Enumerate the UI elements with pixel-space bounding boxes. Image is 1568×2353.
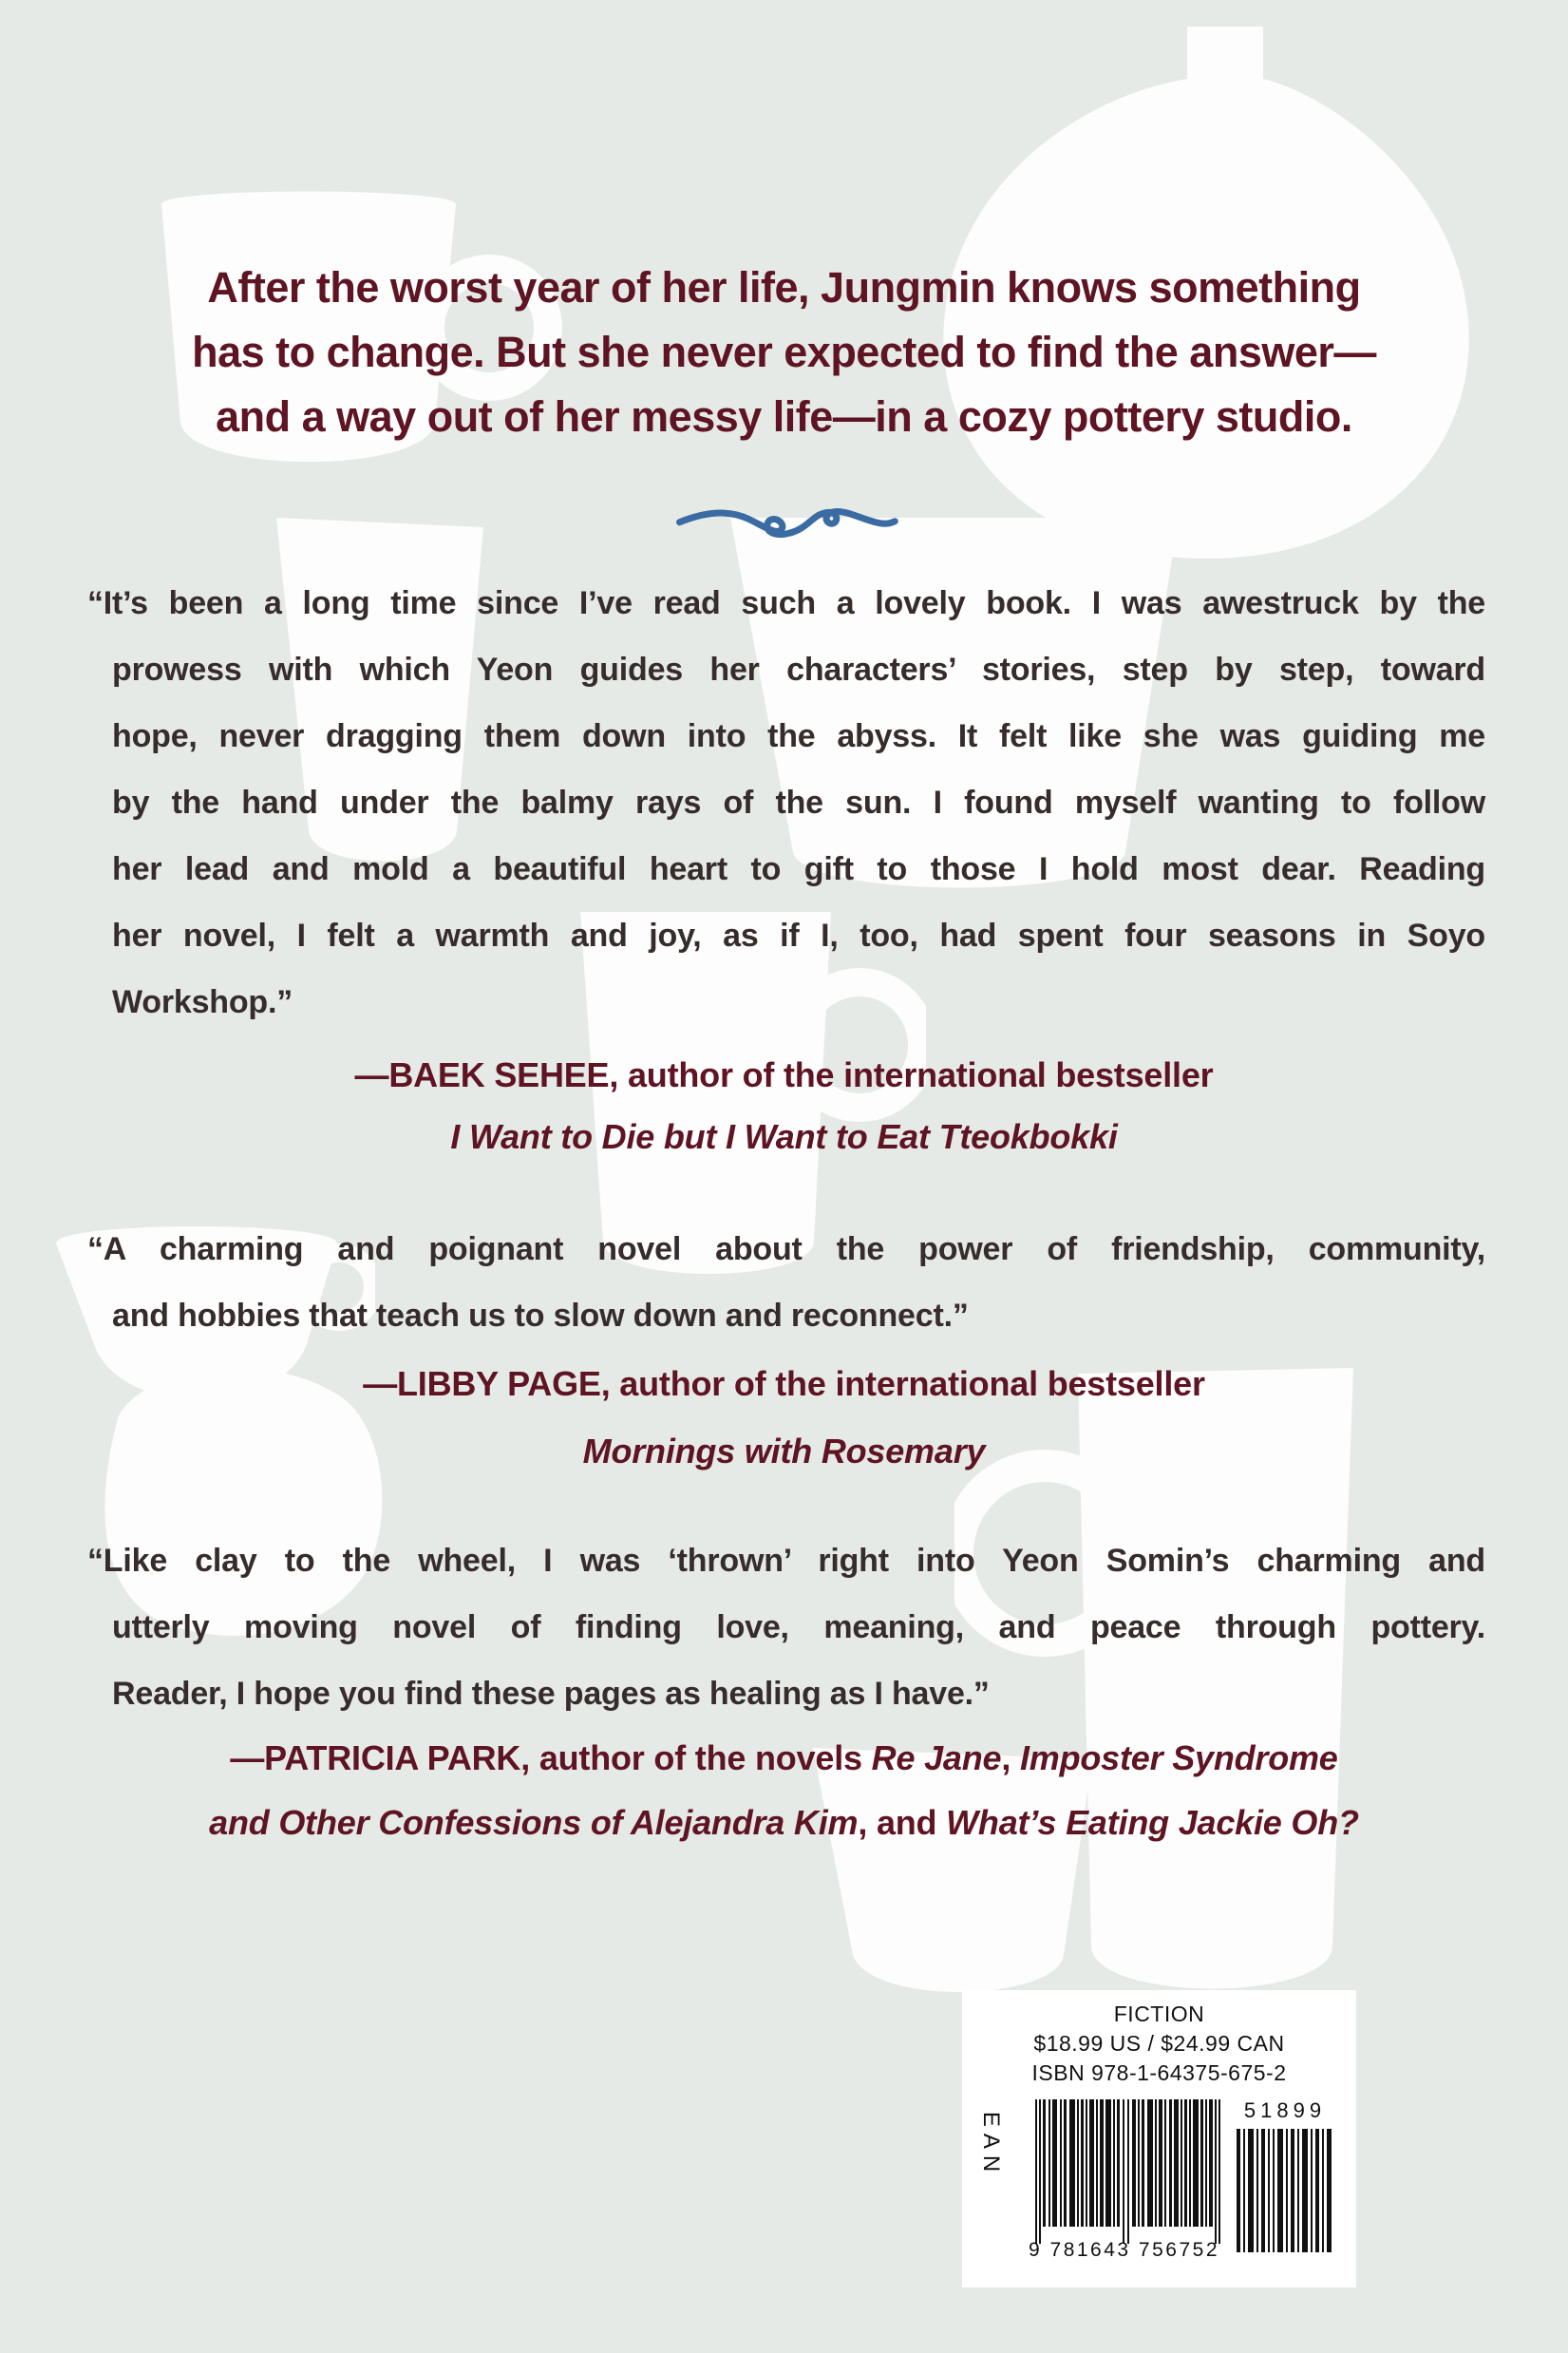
attribution-text: , and xyxy=(858,1803,947,1842)
quote-line: “It’s been a long time since I’ve read such a lovely book. I was awestruck by the xyxy=(87,585,1485,621)
barcode-addon-digits: 51899 xyxy=(1243,2098,1327,2122)
book-title-text: Re Jane xyxy=(871,1738,1002,1777)
quote-baek-sehee xyxy=(87,570,1485,1035)
book-title-text: and Other Confessions of Alejandra Kim xyxy=(209,1803,859,1842)
book-title-text: I Want to Die but I Want to Eat Tteokbokki xyxy=(450,1117,1118,1156)
headline-line-1: After the worst year of her life, Jungmin knows something xyxy=(207,263,1361,312)
barcode-panel xyxy=(962,1990,1356,2287)
attribution-text: —PATRICIA PARK, author of the novels xyxy=(230,1738,872,1777)
attribution-patricia-park xyxy=(0,1736,1568,1781)
price-label: $18.99 US / $24.99 CAN xyxy=(1033,2031,1285,2056)
headline-line-3: and a way out of her messy life—in a cozy pottery studio. xyxy=(216,392,1352,441)
quote-line: prowess with which Yeon guides her characters’ stories, step by step, toward xyxy=(112,652,1485,688)
headline xyxy=(0,256,1568,449)
quote-line: hope, never dragging them down into the abyss. It felt like she was guiding me xyxy=(112,718,1485,754)
squiggle-divider-icon xyxy=(670,492,902,545)
quote-line: her lead and mold a beautiful heart to gift to those I hold most dear. Reading xyxy=(112,851,1485,887)
quote-line: “A charming and poignant novel about the power of friendship, community, xyxy=(87,1231,1485,1267)
attribution-text: , xyxy=(1001,1738,1020,1777)
book-title-text: Mornings with Rosemary xyxy=(582,1432,986,1471)
quote-line: “Like clay to the wheel, I was ‘thrown’ right into Yeon Somin’s charming and xyxy=(87,1543,1485,1579)
quote-line: by the hand under the balmy rays of the sun. I found myself wanting to follow xyxy=(112,785,1485,821)
tumbler-bottom-silhouette-icon xyxy=(807,1748,1092,2009)
ean-label: EAN xyxy=(978,2111,1005,2179)
book-title-text: What’s Eating Jackie Oh? xyxy=(946,1803,1359,1842)
attribution-libby-page-title xyxy=(0,1429,1568,1474)
attribution-text: —BAEK SEHEE, author of the international bestseller xyxy=(354,1055,1214,1094)
quote-line: Reader, I hope you find these pages as healing as I have.” xyxy=(112,1676,990,1712)
book-title-text: Imposter Syndrome xyxy=(1019,1738,1338,1777)
headline-line-2: has to change. But she never expected to find the answer— xyxy=(192,328,1376,376)
quote-line: and hobbies that teach us to slow down and reconnect.” xyxy=(112,1298,969,1334)
barcode-digits: 9 781643 756752 xyxy=(1029,2239,1219,2261)
attribution-baek-sehee-title xyxy=(0,1114,1568,1160)
isbn-label: ISBN 978-1-64375-675-2 xyxy=(1031,2060,1287,2085)
quote-line: her novel, I felt a warmth and joy, as if I, too, had spent four seasons in Soyo xyxy=(112,918,1485,954)
category-label: FICTION xyxy=(1113,2002,1205,2026)
quote-line: Workshop.” xyxy=(112,984,293,1020)
attribution-baek-sehee xyxy=(0,1053,1568,1098)
quote-line: utterly moving novel of finding love, meaning, and peace through pottery. xyxy=(112,1609,1485,1645)
barcode-meta xyxy=(962,2000,1356,2088)
barcode-icon xyxy=(1035,2099,1220,2244)
quote-libby-page xyxy=(87,1216,1485,1349)
attribution-patricia-park-titles xyxy=(0,1800,1568,1846)
attribution-text: —LIBBY PAGE, author of the international bestseller xyxy=(363,1364,1205,1403)
attribution-libby-page xyxy=(0,1361,1568,1407)
quote-patricia-park xyxy=(87,1528,1485,1727)
barcode-addon-icon xyxy=(1237,2129,1333,2252)
